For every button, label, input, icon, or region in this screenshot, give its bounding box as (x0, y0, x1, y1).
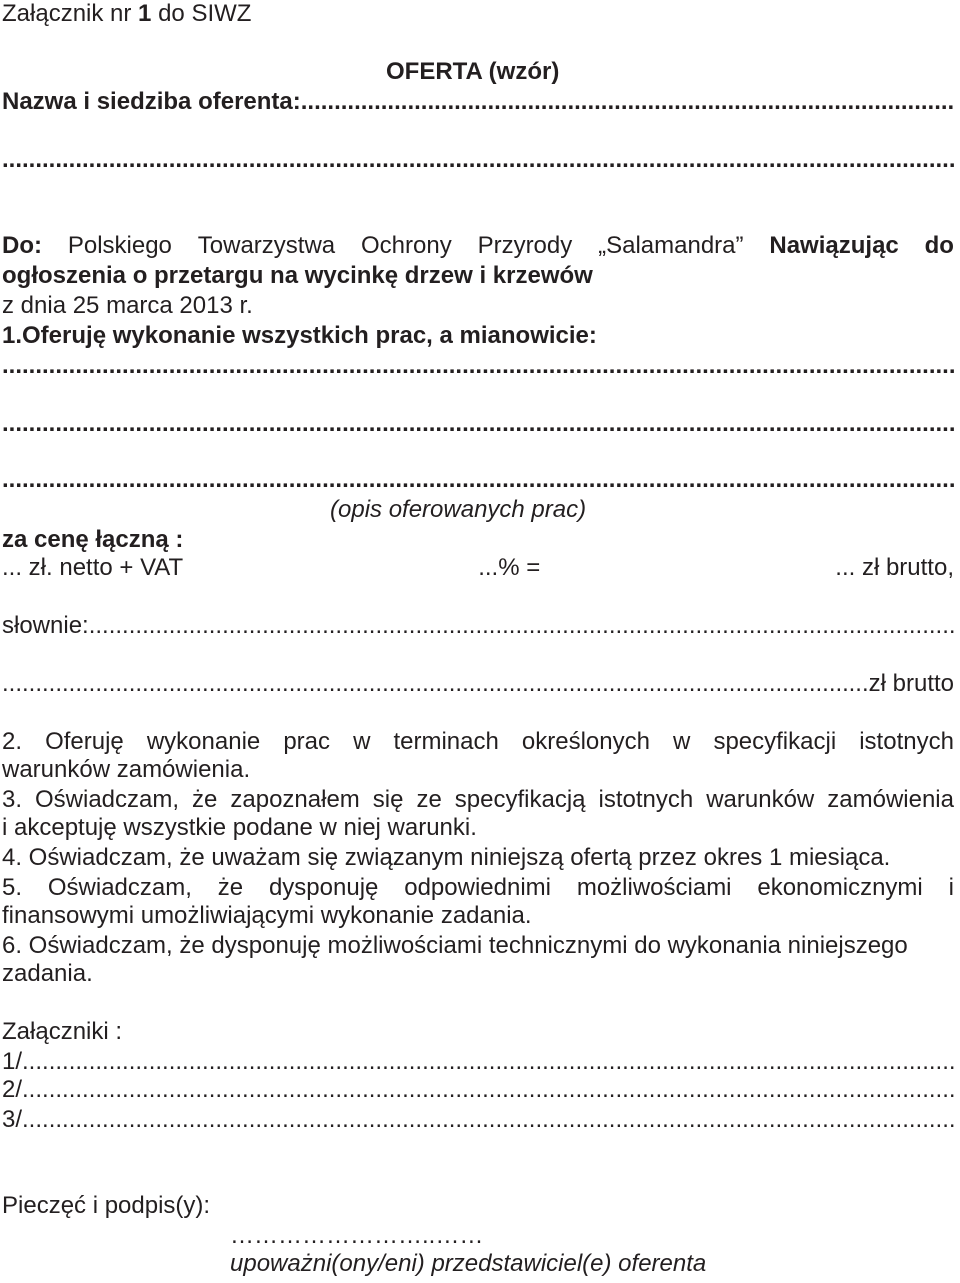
price-label: za cenę łączną : (2, 526, 184, 553)
addressee-word: Ochrony (361, 232, 452, 259)
addressee-word: Przyrody (477, 232, 573, 259)
reference-word: Nawiązując (769, 232, 899, 259)
statement-2-line-1 (2, 728, 954, 756)
amount-in-words-field-2[interactable] (2, 670, 849, 698)
statement-word: wykonanie (146, 728, 261, 755)
signature-label: Pieczęć i podpis(y): (2, 1192, 211, 1219)
announcement-date: z dnia 25 marca 2013 r. (2, 292, 253, 319)
statement-word: Oświadczam, (35, 786, 180, 813)
item1-heading: 1.Oferuję wykonanie wszystkich prac, a mianowicie: (2, 322, 597, 349)
tender-announcement: ogłoszenia o przetargu na wycinkę drzew i krzewów (2, 262, 593, 289)
statement-3-line-1 (2, 786, 954, 814)
attachment-number: 2/ (2, 1076, 23, 1103)
words-end-label: ...zł brutto (848, 670, 954, 697)
reference-word: do (924, 232, 954, 259)
statement-6-line-1: 6. Oświadczam, że dysponuję możliwościami technicznymi do wykonania niniejszego (2, 932, 908, 959)
statement-word: zamówienia (827, 786, 954, 813)
statement-5-line-2: finansowymi umożliwiającymi wykonanie zadania. (2, 902, 532, 929)
statement-word: możliwościami (576, 874, 732, 901)
statement-word: w (673, 728, 691, 755)
statement-5-line-1 (2, 874, 954, 902)
statement-2-line-2: warunków zamówienia. (2, 756, 251, 783)
statement-word: istotnych (859, 728, 954, 755)
work-description-field-2[interactable] (2, 410, 954, 438)
work-description-field-3[interactable] (2, 466, 954, 494)
statement-word: specyfikacją (454, 786, 586, 813)
statement-word: prac (283, 728, 330, 755)
attachment-line (2, 1106, 954, 1134)
statement-word: że (192, 786, 218, 813)
document-title: OFERTA (wzór) (386, 58, 560, 85)
statement-6-line-2: zadania. (2, 960, 93, 987)
statement-word: że (217, 874, 244, 901)
signature-field[interactable]: ……………………..…… (230, 1222, 484, 1249)
addressee-word: „Salamandra” (598, 232, 744, 259)
attachment-field[interactable] (22, 1076, 954, 1104)
statement-word: zapoznałem (230, 786, 360, 813)
words-label: słownie: (2, 612, 89, 639)
annex-reference (2, 0, 251, 28)
bidder-name-field[interactable] (301, 88, 954, 116)
addressee-word: Towarzystwa (197, 232, 336, 259)
amount-in-words-field[interactable] (89, 612, 954, 640)
statement-word: 3. (2, 786, 23, 813)
statement-word: ekonomicznymi (757, 874, 923, 901)
statement-word: istotnych (598, 786, 694, 813)
statement-word: warunków (706, 786, 815, 813)
attachment-number: 3/ (2, 1106, 23, 1133)
statement-word: 5. (2, 874, 23, 901)
statement-word: i (948, 874, 954, 901)
annex-suffix: do SIWZ (151, 0, 252, 27)
statement-word: ze (416, 786, 442, 813)
statement-word: odpowiednimi (404, 874, 551, 901)
statement-4-line-1: 4. Oświadczam, że uważam się związanym niniejszą ofertą przez okres 1 miesiąca. (2, 844, 891, 871)
price-line (2, 554, 954, 582)
annex-number: 1 (138, 0, 152, 27)
bidder-label: Nazwa i siedziba oferenta: (2, 88, 301, 115)
statement-3-line-2: i akceptuję wszystkie podane w niej warunki. (2, 814, 477, 841)
net-price-field[interactable]: ... zł. netto + VAT (2, 554, 184, 581)
addressee-word: Polskiego (67, 232, 172, 259)
statement-word: specyfikacji (713, 728, 837, 755)
description-caption: (opis oferowanych prac) (330, 496, 587, 523)
attachment-line (2, 1048, 954, 1076)
annex-prefix: Załącznik nr (2, 0, 139, 27)
signature-caption: upoważni(ony/eni) przedstawiciel(e) oferenta (230, 1250, 707, 1277)
statement-word: 2. (2, 728, 23, 755)
to-label: Do: (2, 232, 42, 259)
attachment-number: 1/ (2, 1048, 23, 1075)
statement-word: dysponuję (268, 874, 379, 901)
attachment-field[interactable] (22, 1048, 954, 1076)
work-description-field-1[interactable] (2, 352, 954, 380)
amount-in-words-line-2 (2, 670, 954, 698)
attachment-field[interactable] (22, 1106, 954, 1134)
statement-word: Oferuję (45, 728, 124, 755)
statement-word: w (353, 728, 371, 755)
addressee-line (2, 232, 954, 260)
bidder-address-field[interactable] (2, 146, 954, 174)
statement-word: terminach (393, 728, 499, 755)
statement-word: Oświadczam, (47, 874, 192, 901)
attachment-line (2, 1076, 954, 1104)
statement-word: się (372, 786, 404, 813)
vat-rate-field[interactable]: ...% = (478, 554, 541, 581)
gross-price-field[interactable]: ... zł brutto, (835, 554, 954, 581)
bidder-name-line (2, 88, 954, 116)
amount-in-words-line (2, 612, 954, 640)
attachments-label: Załączniki : (2, 1018, 123, 1045)
statement-word: określonych (521, 728, 650, 755)
